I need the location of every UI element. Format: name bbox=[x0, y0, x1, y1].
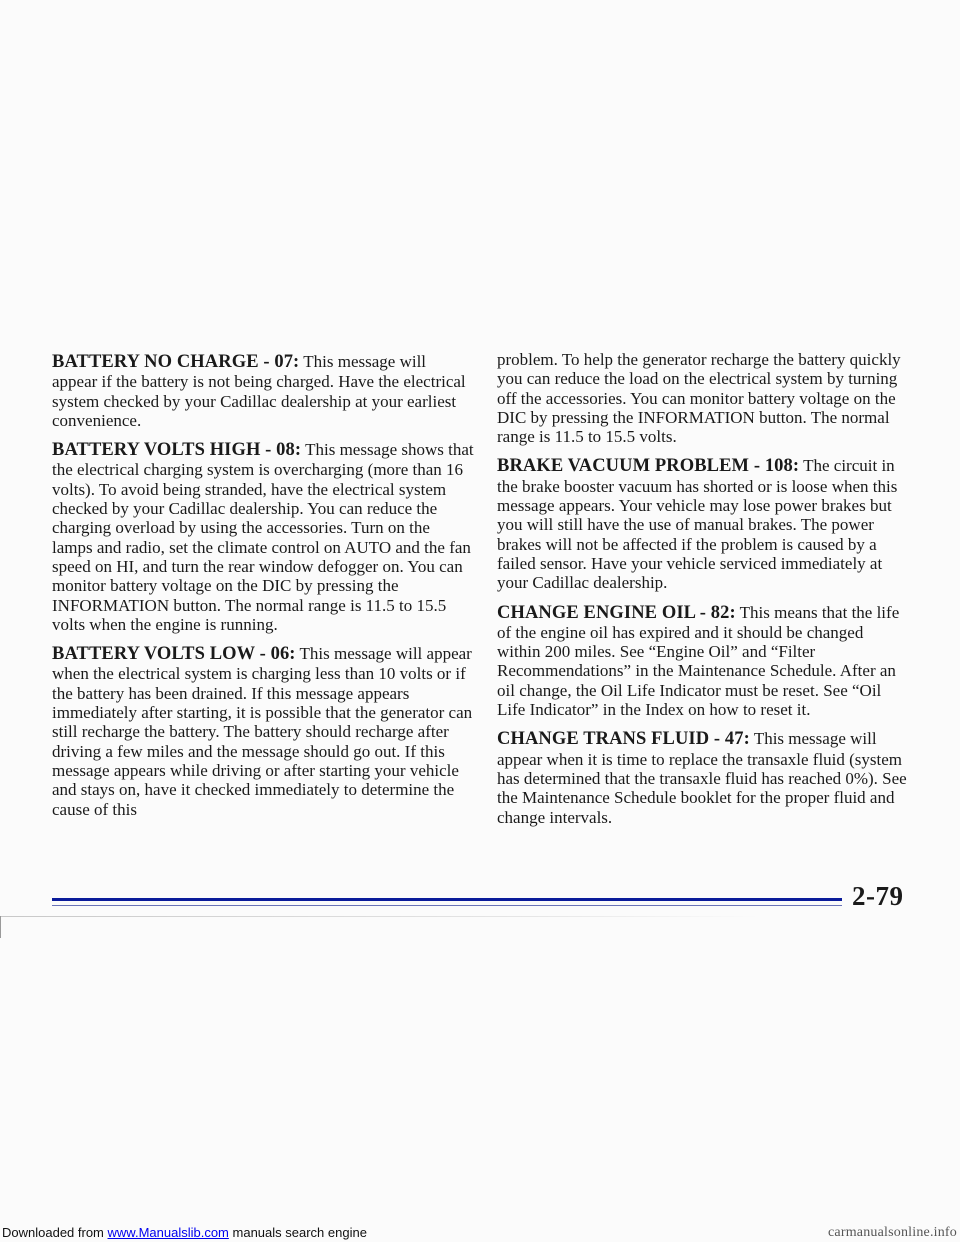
entry-heading: BATTERY VOLTS HIGH - 08: bbox=[52, 440, 302, 461]
manualslib-link[interactable]: www.Manualslib.com bbox=[107, 1225, 229, 1240]
entry-heading: CHANGE ENGINE OIL - 82: bbox=[497, 602, 736, 623]
scan-edge-tick bbox=[0, 916, 1, 938]
footer-rule-thick bbox=[52, 898, 842, 901]
left-column bbox=[52, 352, 474, 829]
footer-suffix: manuals search engine bbox=[232, 1225, 367, 1240]
message-entry-change-engine-oil bbox=[497, 603, 909, 720]
scan-edge-line bbox=[0, 916, 760, 917]
message-entry-brake-vacuum-problem bbox=[497, 456, 909, 592]
entry-heading: BRAKE VACUUM PROBLEM - 108: bbox=[497, 456, 800, 477]
entry-body: This message will appear when it is time to replace the transaxle fluid (system has determined that the transaxle fluid has reached 0%). See the Maintenance Schedule booklet for the proper fluid and change intervals. bbox=[497, 729, 907, 827]
entry-heading: BATTERY NO CHARGE - 07: bbox=[52, 352, 300, 372]
footer-source bbox=[2, 1224, 367, 1242]
entry-body: This message will appear if the battery is not being charged. Have the electrical system checked by your Cadillac dealership at your earliest convenience. bbox=[52, 352, 466, 430]
continuation-paragraph: problem. To help the generator recharge the battery quickly you can reduce the load on the electrical system by turning off the accessories. You can monitor battery voltage on the DIC by pressing the INFORMATION button. The normal range is 11.5 to 15.5 volts. bbox=[497, 350, 901, 447]
entry-heading: BATTERY VOLTS LOW - 06: bbox=[52, 644, 296, 665]
right-column bbox=[497, 350, 909, 837]
entry-heading: CHANGE TRANS FLUID - 47: bbox=[497, 729, 750, 750]
message-entry-battery-volts-high bbox=[52, 440, 474, 634]
footer-prefix: Downloaded from bbox=[2, 1225, 104, 1240]
entry-body: The circuit in the brake booster vacuum has shorted or is loose when this message appears. Your vehicle may lose power brakes but you will still have the use of manual brakes. The power brakes will not be affected if the problem is caused by a failed sensor. Have your vehicle serviced immediately at your Cadillac dealership. bbox=[497, 456, 898, 593]
entry-body: This message will appear when the electrical system is charging less than 10 volts or if the battery has been drained. If this message appears immediately after starting, it is possible that the generator can still recharge the battery. The battery should recharge after driving a few miles and the message should go out. If this message appears while driving or after starting your vehicle and stays on, have it checked immediately to determine the cause of this bbox=[52, 644, 473, 819]
footer-rule-thin bbox=[52, 905, 842, 906]
message-entry-battery-no-charge bbox=[52, 352, 474, 430]
entry-body: This means that the life of the engine oil has expired and it should be changed within 200 miles. See “Engine Oil” and “Filter Recommendations” in the Maintenance Schedule. After an oil change, the Oil Life Indicator must be reset. See “Oil Life Indicator” in the Index on how to reset it. bbox=[497, 602, 900, 720]
message-entry-change-trans-fluid bbox=[497, 729, 909, 826]
page-number: 2-79 bbox=[852, 881, 904, 911]
watermark-text: carmanualsonline.info bbox=[828, 1225, 957, 1240]
entry-body: This message shows that the electrical charging system is overcharging (more than 16 volts). To avoid being stranded, have the electrical system checked by your Cadillac dealership. You can reduce the charging overload by using the accessories. Turn on the lamps and radio, set the climate control on AUTO and the fan speed on HI, and turn the rear window defogger on. You can monitor battery voltage on the DIC by pressing the INFORMATION button. The normal range is 11.5 to 15.5 volts when the engine is running. bbox=[52, 440, 474, 634]
message-entry-battery-volts-low bbox=[52, 644, 474, 819]
download-footer bbox=[0, 1224, 960, 1242]
